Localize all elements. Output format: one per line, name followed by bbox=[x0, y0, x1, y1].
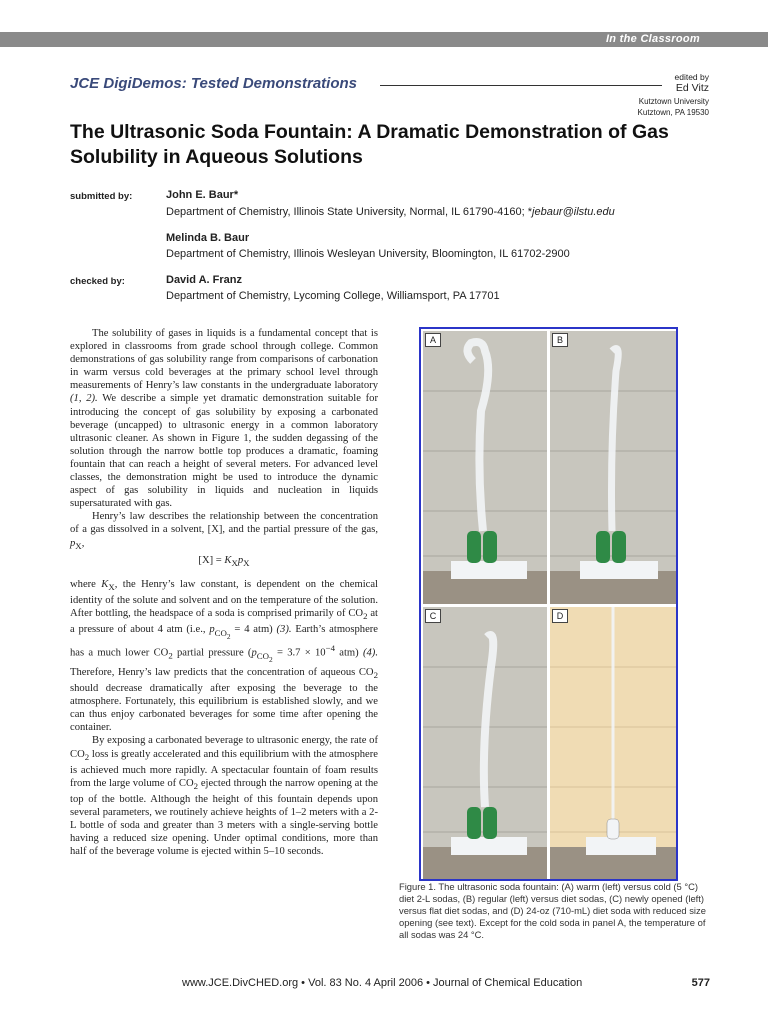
panel-label-c: C bbox=[425, 609, 441, 623]
edited-by-label: edited by bbox=[674, 72, 709, 82]
paragraph-1: The solubility of gases in liquids is a fundamental concept that is explored in classrooms from grade school through college. Common demonstrations of gas solubility range from comparisons of carbonation in warm versus cold beverages at the primary school level through measurements of Henry’s law constants in the undergraduate laboratory (1, 2). We describe a simple yet dramatic demonstration suitable for introducing the concept of gas solubility by exposing a carbonated beverage (uncapped) to ultrasonic energy in a common laboratory ultrasonic cleaner. As shown in Figure 1, the sudden degassing of the solution through the narrow bottle top produces a dramatic, foaming fountain that can reach a height of several meters. For advanced level classes, the demonstration might be used to introduce the dynamic aspect of gas solubility in liquids and nucleation in liquids supersaturated with gas. bbox=[70, 328, 378, 510]
series-rule bbox=[380, 85, 662, 86]
citation: (1, 2). bbox=[70, 393, 98, 405]
figure-panel-b bbox=[550, 331, 676, 604]
article-title: The Ultrasonic Soda Fountain: A Dramatic Demonstration of Gas Solubility in Aqueous Solutions bbox=[70, 121, 669, 168]
paragraph-2: Henry’s law describes the relationship between the concentration of a gas dissolved in a solvent, [X], and the partial pressure of the gas, $p_X$, bbox=[70, 511, 378, 551]
submitted-by-label: submitted by: bbox=[70, 191, 133, 202]
panel-label-d: D bbox=[552, 609, 568, 623]
panel-label-a: A bbox=[425, 333, 441, 347]
paragraph-4: By exposing a carbonated beverage to ultrasonic energy, the rate of $CO_2$ loss is greatly accelerated and this equilibrium with the atmosphere is achieved much more rapidly. A spectacular fountain of foam results from the large volume of $CO_2$ ejected through the narrow opening at the top of the bottle. Although the height of this fountain depends upon several parameters, we routinely achieve heights of 1–2 meters with a 2-L bottle of soda and greater than 3 meters with a single-serving bottle having a reduced size opening. Under optimal conditions, more than half of the beverage volume is ejected within 5–10 seconds. bbox=[70, 735, 378, 858]
body-text bbox=[70, 327, 378, 859]
author-1-name: John E. Baur* bbox=[166, 189, 239, 201]
fountain-photo-b bbox=[550, 331, 676, 604]
series-name: DigiDemos: Tested Demonstrations bbox=[103, 75, 358, 92]
editor-location: Kutztown, PA 19530 bbox=[637, 108, 709, 117]
figure-caption: Figure 1. The ultrasonic soda fountain: (A) warm (left) versus cold (5 °C) diet 2-L sodas, (B) regular (left) versus diet sodas, (C) newly opened (left) versus flat diet sodas, and (D) 24-oz (710-mL) diet soda with reduced size opening (see text). Except for the cold soda in panel A, the temperature of all sodas was 24 °C. bbox=[399, 881, 706, 941]
section-label: In the Classroom bbox=[600, 32, 706, 47]
editor-institution: Kutztown University bbox=[638, 97, 709, 106]
author-1-email[interactable]: jebaur@ilstu.edu bbox=[532, 206, 615, 218]
author-2-name: Melinda B. Baur bbox=[166, 232, 250, 244]
fountain-photo-d bbox=[550, 607, 676, 879]
henry-equation: $[X] = K_Xp_X$ bbox=[198, 554, 250, 568]
series-prefix: JCE bbox=[70, 75, 100, 92]
figure-1 bbox=[419, 327, 678, 881]
page-footer: www.JCE.DivCHED.org • Vol. 83 No. 4 April 2006 • Journal of Chemical Education bbox=[182, 977, 583, 989]
figure-panel-d bbox=[550, 607, 676, 879]
editor-name: Ed Vitz bbox=[675, 82, 709, 94]
fountain-photo-a bbox=[423, 331, 547, 604]
checker-name: David A. Franz bbox=[166, 274, 242, 286]
figure-panel-c bbox=[423, 607, 547, 879]
page-number: 577 bbox=[691, 977, 710, 989]
author-1-affiliation: Department of Chemistry, Illinois State University, Normal, IL 61790-4160; *jebaur@ilstu.edu bbox=[166, 206, 615, 218]
paragraph-3: where $K_X$, the Henry’s law constant, is dependent on the chemical identity of the solute and solvent and on the temperature of the solution. After bottling, the headspace of a soda is comprised primarily of $CO_2$ at a pressure of about 4 atm (i.e., $p_{CO_2} = 4$ atm) (3). Earth’s atmosphere has a much lower $CO_2$ partial pressure ($p_{CO_2} = 3.7 \times 10^{-4}$ atm) (4). Therefore, Henry’s law predicts that the concentration of aqueous $CO_2$ should decrease dramatically after exposing the beverage to the atmosphere. Fortunately, this equilibrium is established slowly, and we can thus enjoy carbonated beverages for some time after opening the container. bbox=[70, 578, 379, 734]
panel-label-b: B bbox=[552, 333, 568, 347]
fountain-photo-c bbox=[423, 607, 547, 879]
checker-affiliation: Department of Chemistry, Lycoming College, Williamsport, PA 17701 bbox=[166, 290, 500, 302]
figure-panel-a bbox=[423, 331, 547, 604]
series-title bbox=[70, 75, 357, 92]
checked-by-label: checked by: bbox=[70, 276, 125, 287]
author-2-affiliation: Department of Chemistry, Illinois Wesleyan University, Bloomington, IL 61702-2900 bbox=[166, 248, 570, 260]
